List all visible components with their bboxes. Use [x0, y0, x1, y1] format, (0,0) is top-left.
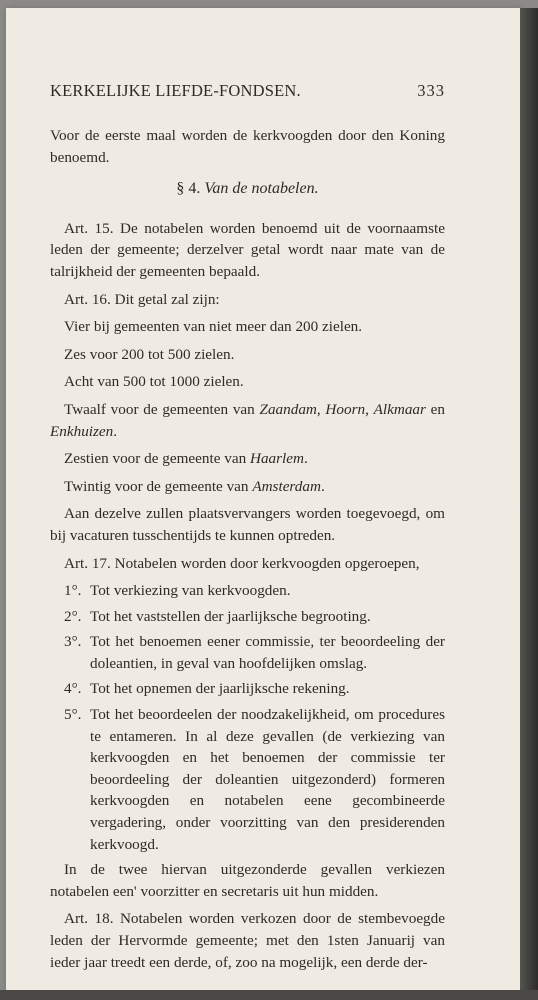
running-title: KERKELIJKE LIEFDE-FONDSEN. — [50, 81, 301, 100]
count-line-2: Zes voor 200 tot 500 zielen. — [64, 345, 235, 363]
list-item: 2°. Tot het vaststellen der jaarlijksche begrooting. — [64, 607, 371, 625]
vacatures-paragraph: Aan dezelve zullen plaatsvervangers worden toegevoegd, om bij vacaturen tusschentijds te kunnen optreden. — [50, 505, 445, 544]
town-amsterdam: Amsterdam — [252, 477, 321, 495]
article-15: Art. 15. De notabelen worden benoemd uit de voornaamste leden der gemeente; derzelver getal wordt naar mate van de talrijkheid der gemeenten bepaald. — [50, 219, 445, 280]
voorzitter-paragraph: In de twee hiervan uitgezonderde gevallen verkiezen notabelen een' voorzitter en secretaris uit hun midden. — [50, 861, 445, 900]
list-item: 1°. Tot verkiezing van kerkvoogden. — [64, 582, 291, 600]
section-title: Van de notabelen. — [204, 180, 319, 198]
page-bottom-edge — [0, 990, 538, 1000]
count-line-1: Vier bij gemeenten van niet meer dan 200 zielen. — [64, 318, 363, 336]
running-header — [50, 80, 445, 106]
article-18: Art. 18. Notabelen worden verkozen door de stembevoegde leden der Hervormde gemeente; met den 1sten Januarij van ieder jaar treedt een derde, of, zoo na mogelijk, een derde der- — [50, 910, 445, 971]
count-line-zestien: Zestien voor de gemeente van Haarlem. — [64, 450, 308, 468]
town-alkmaar: Alkmaar — [373, 400, 426, 418]
count-line-3: Acht van 500 tot 1000 zielen. — [64, 373, 244, 391]
town-hoorn: Hoorn — [325, 400, 366, 418]
count-line-twintig: Twintig voor de gemeente van Amsterdam. — [64, 477, 325, 495]
list-item: 5°. Tot het beoordeelen der noodzakelijkheid, om procedures te entameren. In al deze gevallen (de verkiezing van kerkvoogden en het benoemen der commissie ter beoordeeling der doleantien uitgezonderd) formeren kerkvoogden en notabelen eene gecombineerde vergadering, onder voorzitting van den presiderenden kerkvoogd. — [64, 706, 445, 853]
page-text — [50, 80, 445, 975]
count-line-twaalf: Twaalf voor de gemeenten van Zaandam, Hoorn, Alkmaar en Enkhuizen. — [50, 400, 446, 440]
section-heading — [50, 178, 445, 200]
page-number: 333 — [417, 81, 445, 100]
town-enkhuizen: Enkhuizen — [50, 422, 114, 440]
intro-paragraph: Voor de eerste maal worden de kerkvoogden door den Koning benoemd. — [50, 127, 445, 166]
section-number: § 4. — [176, 180, 201, 198]
article-16: Art. 16. Dit getal zal zijn: — [64, 290, 220, 308]
list-item: 4°. Tot het opnemen der jaarlijksche rekening. — [64, 680, 350, 698]
town-zaandam: Zaandam — [259, 400, 317, 418]
list-item: 3°. Tot het benoemen eener commissie, ter beoordeeling der doleantien, in geval van hoofdelijken omslag. — [64, 633, 445, 672]
article-17: Art. 17. Notabelen worden door kerkvoogden opgeroepen, — [64, 554, 420, 572]
town-haarlem: Haarlem — [249, 450, 304, 468]
page-edge — [520, 8, 538, 1000]
